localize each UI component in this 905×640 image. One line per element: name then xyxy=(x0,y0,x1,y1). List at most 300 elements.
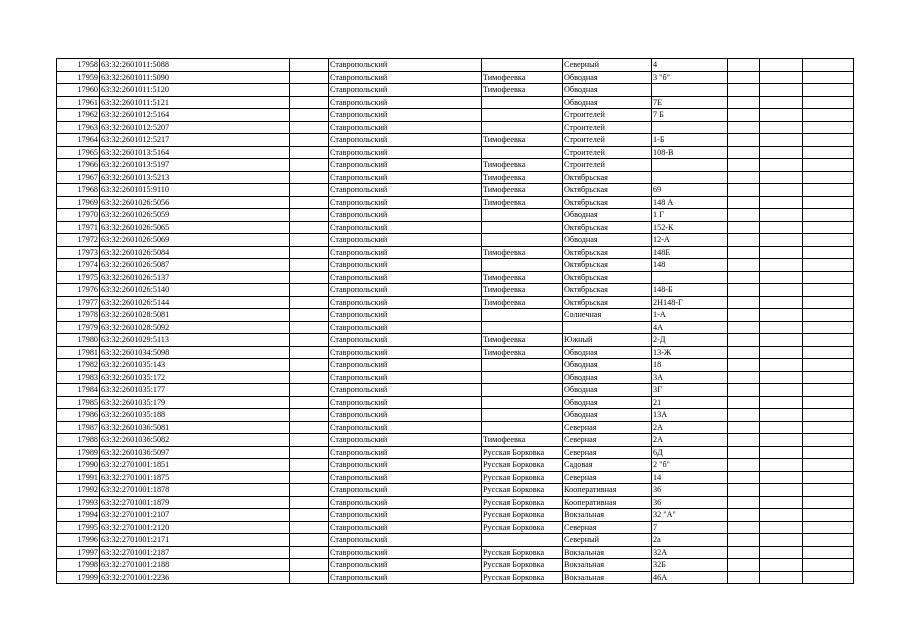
settlement-cell xyxy=(482,421,563,434)
row-number-cell: 17990 xyxy=(57,459,100,472)
extra-cell-2 xyxy=(760,421,803,434)
extra-cell-3 xyxy=(803,284,854,297)
district-cell: Ставропольский xyxy=(329,184,482,197)
street-cell: Северный xyxy=(563,534,652,547)
street-cell: Обводная xyxy=(563,371,652,384)
district-cell: Ставропольский xyxy=(329,571,482,584)
extra-cell-2 xyxy=(760,134,803,147)
cadastral-number-cell: 63:32:2701001:2188 xyxy=(100,559,290,572)
street-cell: Октябрьская xyxy=(563,196,652,209)
settlement-cell: Тимофеевка xyxy=(482,171,563,184)
spreadsheet-page xyxy=(56,58,854,584)
row-number-cell: 17998 xyxy=(57,559,100,572)
empty-cell xyxy=(290,271,329,284)
extra-cell-1 xyxy=(728,459,760,472)
table-row xyxy=(57,59,854,72)
street-cell: Октябрьская xyxy=(563,259,652,272)
extra-cell-2 xyxy=(760,234,803,247)
house-number-cell: 13-Ж xyxy=(652,346,728,359)
extra-cell-1 xyxy=(728,234,760,247)
extra-cell-2 xyxy=(760,459,803,472)
extra-cell-3 xyxy=(803,471,854,484)
street-cell: Октябрьская xyxy=(563,296,652,309)
settlement-cell: Тимофеевка xyxy=(482,284,563,297)
street-cell: Октябрьская xyxy=(563,284,652,297)
district-cell: Ставропольский xyxy=(329,484,482,497)
street-cell: Северная xyxy=(563,446,652,459)
extra-cell-1 xyxy=(728,559,760,572)
settlement-cell xyxy=(482,146,563,159)
cadastral-number-cell: 63:32:2701001:1878 xyxy=(100,484,290,497)
house-number-cell: 2а xyxy=(652,534,728,547)
house-number-cell: 7Е xyxy=(652,96,728,109)
district-cell: Ставропольский xyxy=(329,459,482,472)
row-number-cell: 17996 xyxy=(57,534,100,547)
row-number-cell: 17989 xyxy=(57,446,100,459)
table-row xyxy=(57,171,854,184)
empty-cell xyxy=(290,221,329,234)
cadastral-number-cell: 63:32:2601026:5059 xyxy=(100,209,290,222)
house-number-cell: 148 xyxy=(652,259,728,272)
table-row xyxy=(57,484,854,497)
settlement-cell xyxy=(482,209,563,222)
settlement-cell xyxy=(482,121,563,134)
extra-cell-3 xyxy=(803,521,854,534)
house-number-cell: 12-А xyxy=(652,234,728,247)
district-cell: Ставропольский xyxy=(329,421,482,434)
street-cell: Строителей xyxy=(563,109,652,122)
street-cell xyxy=(563,321,652,334)
empty-cell xyxy=(290,384,329,397)
extra-cell-1 xyxy=(728,496,760,509)
cadastral-number-cell: 63:32:2701001:1875 xyxy=(100,471,290,484)
table-row xyxy=(57,396,854,409)
extra-cell-2 xyxy=(760,371,803,384)
extra-cell-3 xyxy=(803,509,854,522)
house-number-cell: 108-В xyxy=(652,146,728,159)
house-number-cell: 2А xyxy=(652,434,728,447)
extra-cell-2 xyxy=(760,384,803,397)
street-cell: Обводная xyxy=(563,234,652,247)
cadastral-number-cell: 63:32:2601013:5213 xyxy=(100,171,290,184)
street-cell: Обводная xyxy=(563,96,652,109)
extra-cell-2 xyxy=(760,471,803,484)
street-cell: Октябрьская xyxy=(563,171,652,184)
district-cell: Ставропольский xyxy=(329,321,482,334)
street-cell: Садовая xyxy=(563,459,652,472)
cadastral-number-cell: 63:32:2601026:5144 xyxy=(100,296,290,309)
house-number-cell: 3Г xyxy=(652,384,728,397)
empty-cell xyxy=(290,509,329,522)
cadastral-number-cell: 63:32:2601012:5164 xyxy=(100,109,290,122)
extra-cell-3 xyxy=(803,496,854,509)
extra-cell-1 xyxy=(728,246,760,259)
house-number-cell: 32А xyxy=(652,546,728,559)
table-row xyxy=(57,409,854,422)
empty-cell xyxy=(290,371,329,384)
settlement-cell xyxy=(482,371,563,384)
table-row xyxy=(57,496,854,509)
cadastral-number-cell: 63:32:2601035:177 xyxy=(100,384,290,397)
table-row xyxy=(57,459,854,472)
district-cell: Ставропольский xyxy=(329,59,482,72)
street-cell: Обводная xyxy=(563,359,652,372)
table-row xyxy=(57,159,854,172)
house-number-cell: 32Б xyxy=(652,559,728,572)
extra-cell-1 xyxy=(728,271,760,284)
district-cell: Ставропольский xyxy=(329,546,482,559)
settlement-cell xyxy=(482,321,563,334)
settlement-cell xyxy=(482,221,563,234)
empty-cell xyxy=(290,234,329,247)
extra-cell-3 xyxy=(803,421,854,434)
empty-cell xyxy=(290,246,329,259)
row-number-cell: 17999 xyxy=(57,571,100,584)
extra-cell-1 xyxy=(728,396,760,409)
empty-cell xyxy=(290,296,329,309)
street-cell: Строителей xyxy=(563,121,652,134)
street-cell: Обводная xyxy=(563,346,652,359)
extra-cell-3 xyxy=(803,71,854,84)
table-row xyxy=(57,296,854,309)
settlement-cell: Тимофеевка xyxy=(482,134,563,147)
house-number-cell: 36 xyxy=(652,496,728,509)
extra-cell-3 xyxy=(803,321,854,334)
empty-cell xyxy=(290,359,329,372)
house-number-cell: 14 xyxy=(652,471,728,484)
street-cell: Южный xyxy=(563,334,652,347)
extra-cell-1 xyxy=(728,146,760,159)
empty-cell xyxy=(290,559,329,572)
district-cell: Ставропольский xyxy=(329,509,482,522)
address-register-table xyxy=(56,58,854,584)
extra-cell-3 xyxy=(803,246,854,259)
settlement-cell xyxy=(482,384,563,397)
district-cell: Ставропольский xyxy=(329,84,482,97)
district-cell: Ставропольский xyxy=(329,159,482,172)
empty-cell xyxy=(290,121,329,134)
extra-cell-2 xyxy=(760,246,803,259)
cadastral-number-cell: 63:32:2601026:5137 xyxy=(100,271,290,284)
cadastral-number-cell: 63:32:2601035:179 xyxy=(100,396,290,409)
table-row xyxy=(57,184,854,197)
extra-cell-1 xyxy=(728,209,760,222)
district-cell: Ставропольский xyxy=(329,284,482,297)
street-cell: Солнечная xyxy=(563,309,652,322)
settlement-cell: Русская Борковка xyxy=(482,446,563,459)
row-number-cell: 17967 xyxy=(57,171,100,184)
table-row xyxy=(57,284,854,297)
table-row xyxy=(57,309,854,322)
empty-cell xyxy=(290,496,329,509)
extra-cell-2 xyxy=(760,484,803,497)
cadastral-number-cell: 63:32:2601026:5084 xyxy=(100,246,290,259)
extra-cell-3 xyxy=(803,259,854,272)
empty-cell xyxy=(290,396,329,409)
settlement-cell: Русская Борковка xyxy=(482,459,563,472)
street-cell: Кооперативная xyxy=(563,484,652,497)
extra-cell-1 xyxy=(728,309,760,322)
street-cell: Обводная xyxy=(563,71,652,84)
extra-cell-2 xyxy=(760,84,803,97)
row-number-cell: 17961 xyxy=(57,96,100,109)
extra-cell-1 xyxy=(728,159,760,172)
extra-cell-1 xyxy=(728,384,760,397)
settlement-cell: Тимофеевка xyxy=(482,159,563,172)
settlement-cell xyxy=(482,534,563,547)
extra-cell-2 xyxy=(760,309,803,322)
cadastral-number-cell: 63:32:2601011:5120 xyxy=(100,84,290,97)
extra-cell-3 xyxy=(803,171,854,184)
extra-cell-2 xyxy=(760,159,803,172)
table-row xyxy=(57,334,854,347)
extra-cell-2 xyxy=(760,209,803,222)
table-row xyxy=(57,246,854,259)
extra-cell-2 xyxy=(760,271,803,284)
table-row xyxy=(57,346,854,359)
table-row xyxy=(57,359,854,372)
street-cell: Вокзальная xyxy=(563,559,652,572)
row-number-cell: 17995 xyxy=(57,521,100,534)
extra-cell-2 xyxy=(760,259,803,272)
cadastral-number-cell: 63:32:2601035:172 xyxy=(100,371,290,384)
table-row xyxy=(57,271,854,284)
row-number-cell: 17974 xyxy=(57,259,100,272)
settlement-cell xyxy=(482,409,563,422)
extra-cell-3 xyxy=(803,271,854,284)
district-cell: Ставропольский xyxy=(329,496,482,509)
extra-cell-3 xyxy=(803,371,854,384)
empty-cell xyxy=(290,409,329,422)
table-body xyxy=(57,59,854,584)
table-row xyxy=(57,571,854,584)
empty-cell xyxy=(290,196,329,209)
house-number-cell: 13А xyxy=(652,409,728,422)
district-cell: Ставропольский xyxy=(329,309,482,322)
cadastral-number-cell: 63:32:2701001:2120 xyxy=(100,521,290,534)
cadastral-number-cell: 63:32:2601026:5065 xyxy=(100,221,290,234)
table-row xyxy=(57,534,854,547)
house-number-cell xyxy=(652,159,728,172)
extra-cell-3 xyxy=(803,484,854,497)
cadastral-number-cell: 63:32:2601036:5097 xyxy=(100,446,290,459)
row-number-cell: 17960 xyxy=(57,84,100,97)
empty-cell xyxy=(290,171,329,184)
empty-cell xyxy=(290,134,329,147)
extra-cell-3 xyxy=(803,59,854,72)
row-number-cell: 17977 xyxy=(57,296,100,309)
extra-cell-3 xyxy=(803,571,854,584)
house-number-cell xyxy=(652,271,728,284)
cadastral-number-cell: 63:32:2601012:5207 xyxy=(100,121,290,134)
row-number-cell: 17997 xyxy=(57,546,100,559)
district-cell: Ставропольский xyxy=(329,234,482,247)
cadastral-number-cell: 63:32:2601012:5217 xyxy=(100,134,290,147)
district-cell: Ставропольский xyxy=(329,534,482,547)
street-cell: Северная xyxy=(563,471,652,484)
row-number-cell: 17966 xyxy=(57,159,100,172)
settlement-cell: Тимофеевка xyxy=(482,346,563,359)
house-number-cell: 3 "б" xyxy=(652,71,728,84)
row-number-cell: 17971 xyxy=(57,221,100,234)
street-cell: Обводная xyxy=(563,209,652,222)
table-row xyxy=(57,321,854,334)
extra-cell-3 xyxy=(803,84,854,97)
extra-cell-1 xyxy=(728,196,760,209)
row-number-cell: 17993 xyxy=(57,496,100,509)
empty-cell xyxy=(290,146,329,159)
settlement-cell xyxy=(482,259,563,272)
row-number-cell: 17975 xyxy=(57,271,100,284)
extra-cell-1 xyxy=(728,296,760,309)
house-number-cell: 69 xyxy=(652,184,728,197)
extra-cell-1 xyxy=(728,134,760,147)
extra-cell-2 xyxy=(760,559,803,572)
extra-cell-2 xyxy=(760,321,803,334)
settlement-cell: Тимофеевка xyxy=(482,71,563,84)
row-number-cell: 17969 xyxy=(57,196,100,209)
district-cell: Ставропольский xyxy=(329,559,482,572)
house-number-cell: 32 "А" xyxy=(652,509,728,522)
empty-cell xyxy=(290,84,329,97)
empty-cell xyxy=(290,59,329,72)
extra-cell-1 xyxy=(728,121,760,134)
extra-cell-2 xyxy=(760,71,803,84)
house-number-cell: 2-Д xyxy=(652,334,728,347)
house-number-cell: 21 xyxy=(652,396,728,409)
house-number-cell: 148Е xyxy=(652,246,728,259)
table-row xyxy=(57,259,854,272)
settlement-cell: Русская Борковка xyxy=(482,484,563,497)
extra-cell-2 xyxy=(760,146,803,159)
settlement-cell xyxy=(482,59,563,72)
settlement-cell: Тимофеевка xyxy=(482,334,563,347)
extra-cell-1 xyxy=(728,471,760,484)
extra-cell-2 xyxy=(760,521,803,534)
extra-cell-1 xyxy=(728,84,760,97)
row-number-cell: 17984 xyxy=(57,384,100,397)
extra-cell-3 xyxy=(803,559,854,572)
row-number-cell: 17959 xyxy=(57,71,100,84)
extra-cell-2 xyxy=(760,446,803,459)
extra-cell-2 xyxy=(760,359,803,372)
house-number-cell xyxy=(652,121,728,134)
empty-cell xyxy=(290,71,329,84)
district-cell: Ставропольский xyxy=(329,96,482,109)
cadastral-number-cell: 63:32:2601034:5098 xyxy=(100,346,290,359)
cadastral-number-cell: 63:32:2701001:2236 xyxy=(100,571,290,584)
settlement-cell xyxy=(482,234,563,247)
extra-cell-3 xyxy=(803,221,854,234)
street-cell: Обводная xyxy=(563,409,652,422)
extra-cell-1 xyxy=(728,96,760,109)
district-cell: Ставропольский xyxy=(329,146,482,159)
cadastral-number-cell: 63:32:2601013:5164 xyxy=(100,146,290,159)
row-number-cell: 17964 xyxy=(57,134,100,147)
extra-cell-2 xyxy=(760,59,803,72)
row-number-cell: 17979 xyxy=(57,321,100,334)
settlement-cell: Тимофеевка xyxy=(482,434,563,447)
table-row xyxy=(57,71,854,84)
cadastral-number-cell: 63:32:2601035:143 xyxy=(100,359,290,372)
extra-cell-2 xyxy=(760,434,803,447)
row-number-cell: 17986 xyxy=(57,409,100,422)
extra-cell-3 xyxy=(803,146,854,159)
empty-cell xyxy=(290,96,329,109)
house-number-cell: 6Д xyxy=(652,446,728,459)
settlement-cell: Русская Борковка xyxy=(482,471,563,484)
cadastral-number-cell: 63:32:2601029:5113 xyxy=(100,334,290,347)
table-row xyxy=(57,209,854,222)
extra-cell-2 xyxy=(760,346,803,359)
empty-cell xyxy=(290,534,329,547)
cadastral-number-cell: 63:32:2601026:5056 xyxy=(100,196,290,209)
district-cell: Ставропольский xyxy=(329,296,482,309)
empty-cell xyxy=(290,434,329,447)
row-number-cell: 17983 xyxy=(57,371,100,384)
district-cell: Ставропольский xyxy=(329,109,482,122)
cadastral-number-cell: 63:32:2601028:5092 xyxy=(100,321,290,334)
district-cell: Ставропольский xyxy=(329,196,482,209)
extra-cell-1 xyxy=(728,59,760,72)
cadastral-number-cell: 63:32:2601013:5197 xyxy=(100,159,290,172)
house-number-cell xyxy=(652,171,728,184)
extra-cell-3 xyxy=(803,159,854,172)
row-number-cell: 17994 xyxy=(57,509,100,522)
street-cell: Северная xyxy=(563,421,652,434)
extra-cell-1 xyxy=(728,371,760,384)
extra-cell-3 xyxy=(803,184,854,197)
street-cell: Северная xyxy=(563,434,652,447)
row-number-cell: 17992 xyxy=(57,484,100,497)
cadastral-number-cell: 63:32:2601035:188 xyxy=(100,409,290,422)
district-cell: Ставропольский xyxy=(329,346,482,359)
extra-cell-1 xyxy=(728,171,760,184)
row-number-cell: 17958 xyxy=(57,59,100,72)
extra-cell-1 xyxy=(728,446,760,459)
cadastral-number-cell: 63:32:2601011:5121 xyxy=(100,96,290,109)
settlement-cell xyxy=(482,96,563,109)
house-number-cell: 4 xyxy=(652,59,728,72)
extra-cell-1 xyxy=(728,221,760,234)
extra-cell-1 xyxy=(728,534,760,547)
table-row xyxy=(57,109,854,122)
table-row xyxy=(57,221,854,234)
street-cell: Октябрьская xyxy=(563,271,652,284)
district-cell: Ставропольский xyxy=(329,471,482,484)
extra-cell-3 xyxy=(803,446,854,459)
district-cell: Ставропольский xyxy=(329,334,482,347)
extra-cell-1 xyxy=(728,434,760,447)
extra-cell-2 xyxy=(760,296,803,309)
empty-cell xyxy=(290,334,329,347)
table-row xyxy=(57,559,854,572)
row-number-cell: 17982 xyxy=(57,359,100,372)
street-cell: Октябрьская xyxy=(563,246,652,259)
district-cell: Ставропольский xyxy=(329,171,482,184)
row-number-cell: 17988 xyxy=(57,434,100,447)
row-number-cell: 17972 xyxy=(57,234,100,247)
house-number-cell: 18 xyxy=(652,359,728,372)
extra-cell-3 xyxy=(803,346,854,359)
extra-cell-2 xyxy=(760,284,803,297)
extra-cell-3 xyxy=(803,309,854,322)
cadastral-number-cell: 63:32:2701001:1879 xyxy=(100,496,290,509)
settlement-cell: Русская Борковка xyxy=(482,509,563,522)
extra-cell-2 xyxy=(760,571,803,584)
street-cell: Строителей xyxy=(563,134,652,147)
district-cell: Ставропольский xyxy=(329,396,482,409)
